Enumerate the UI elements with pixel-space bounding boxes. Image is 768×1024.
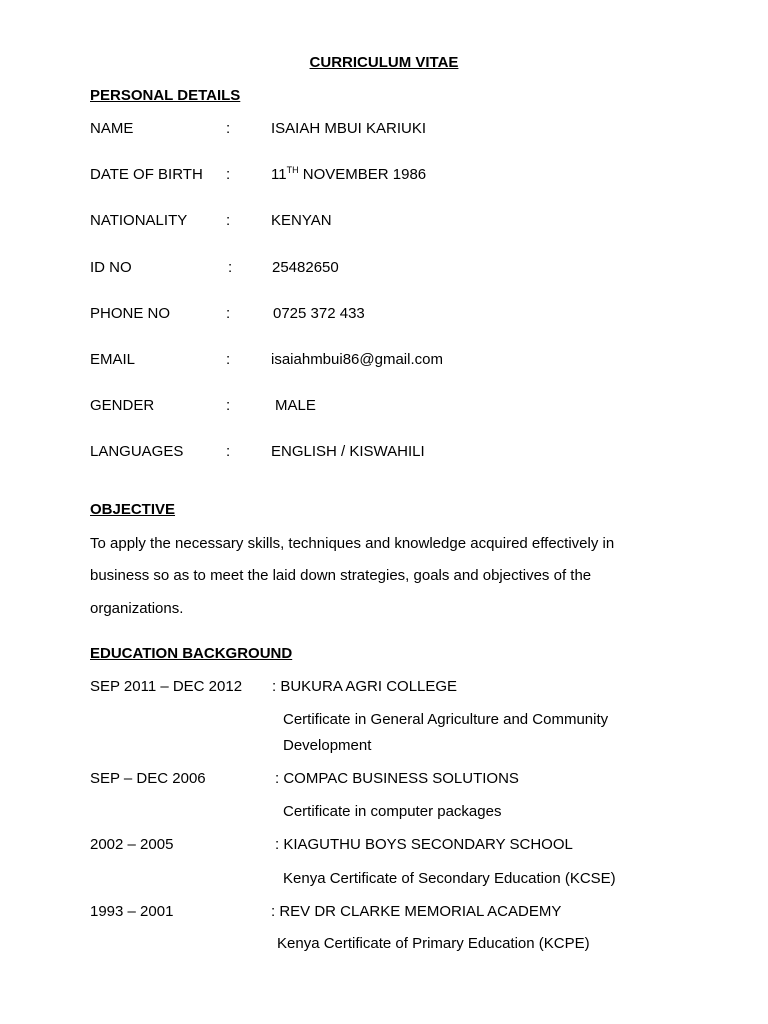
education-date: 1993 – 2001 (90, 903, 174, 920)
education-heading: EDUCATION BACKGROUND (90, 645, 293, 662)
personal-separator: : (226, 120, 231, 137)
personal-separator: : (226, 212, 231, 229)
personal-separator: : (226, 166, 231, 183)
objective-line: To apply the necessary skills, techniques and knowledge acquired effectively in (90, 535, 615, 552)
education-institution: : BUKURA AGRI COLLEGE (272, 678, 458, 695)
email-value[interactable]: isaiahmbui86@gmail.com (271, 351, 443, 368)
education-institution: : COMPAC BUSINESS SOLUTIONS (275, 770, 519, 787)
education-date: 2002 – 2005 (90, 836, 174, 853)
personal-value: 0725 372 433 (273, 305, 365, 322)
education-institution: : REV DR CLARKE MEMORIAL ACADEMY (271, 903, 562, 920)
education-detail: Kenya Certificate of Secondary Education (KCSE) (283, 870, 616, 887)
personal-label: GENDER (90, 397, 155, 414)
personal-separator: : (228, 259, 233, 276)
education-detail: Kenya Certificate of Primary Education (KCPE) (277, 935, 590, 952)
personal-label: ID NO (90, 259, 132, 276)
personal-value: ENGLISH / KISWAHILI (271, 443, 425, 460)
personal-label: PHONE NO (90, 305, 171, 322)
personal-separator: : (226, 351, 231, 368)
education-date: SEP – DEC 2006 (90, 770, 206, 787)
education-detail: Development (283, 737, 372, 754)
education-institution: : KIAGUTHU BOYS SECONDARY SCHOOL (275, 836, 573, 853)
personal-details-heading: PERSONAL DETAILS (90, 87, 241, 104)
document-title: CURRICULUM VITAE (309, 54, 459, 71)
personal-value: KENYAN (271, 212, 332, 229)
personal-label: NAME (90, 120, 134, 137)
personal-value: MALE (275, 397, 316, 414)
dob-day: 11 (271, 166, 287, 183)
objective-heading: OBJECTIVE (90, 501, 176, 518)
personal-separator: : (226, 397, 231, 414)
dob-month-year: NOVEMBER 1986 (298, 166, 427, 183)
objective-line: organizations. (90, 600, 184, 617)
education-detail: Certificate in General Agriculture and Community (283, 711, 609, 728)
personal-value: ISAIAH MBUI KARIUKI (271, 120, 427, 137)
personal-label: EMAIL (90, 351, 136, 368)
education-date: SEP 2011 – DEC 2012 (90, 678, 243, 695)
personal-label: DATE OF BIRTH (90, 166, 203, 183)
personal-separator: : (226, 305, 231, 322)
personal-value: 25482650 (272, 259, 339, 276)
objective-line: business so as to meet the laid down strategies, goals and objectives of the (90, 567, 592, 584)
personal-label: NATIONALITY (90, 212, 188, 229)
personal-separator: : (226, 443, 231, 460)
dob-ordinal: TH (286, 165, 299, 175)
personal-label: LANGUAGES (90, 443, 184, 460)
education-detail: Certificate in computer packages (283, 803, 502, 820)
personal-value (271, 165, 426, 185)
